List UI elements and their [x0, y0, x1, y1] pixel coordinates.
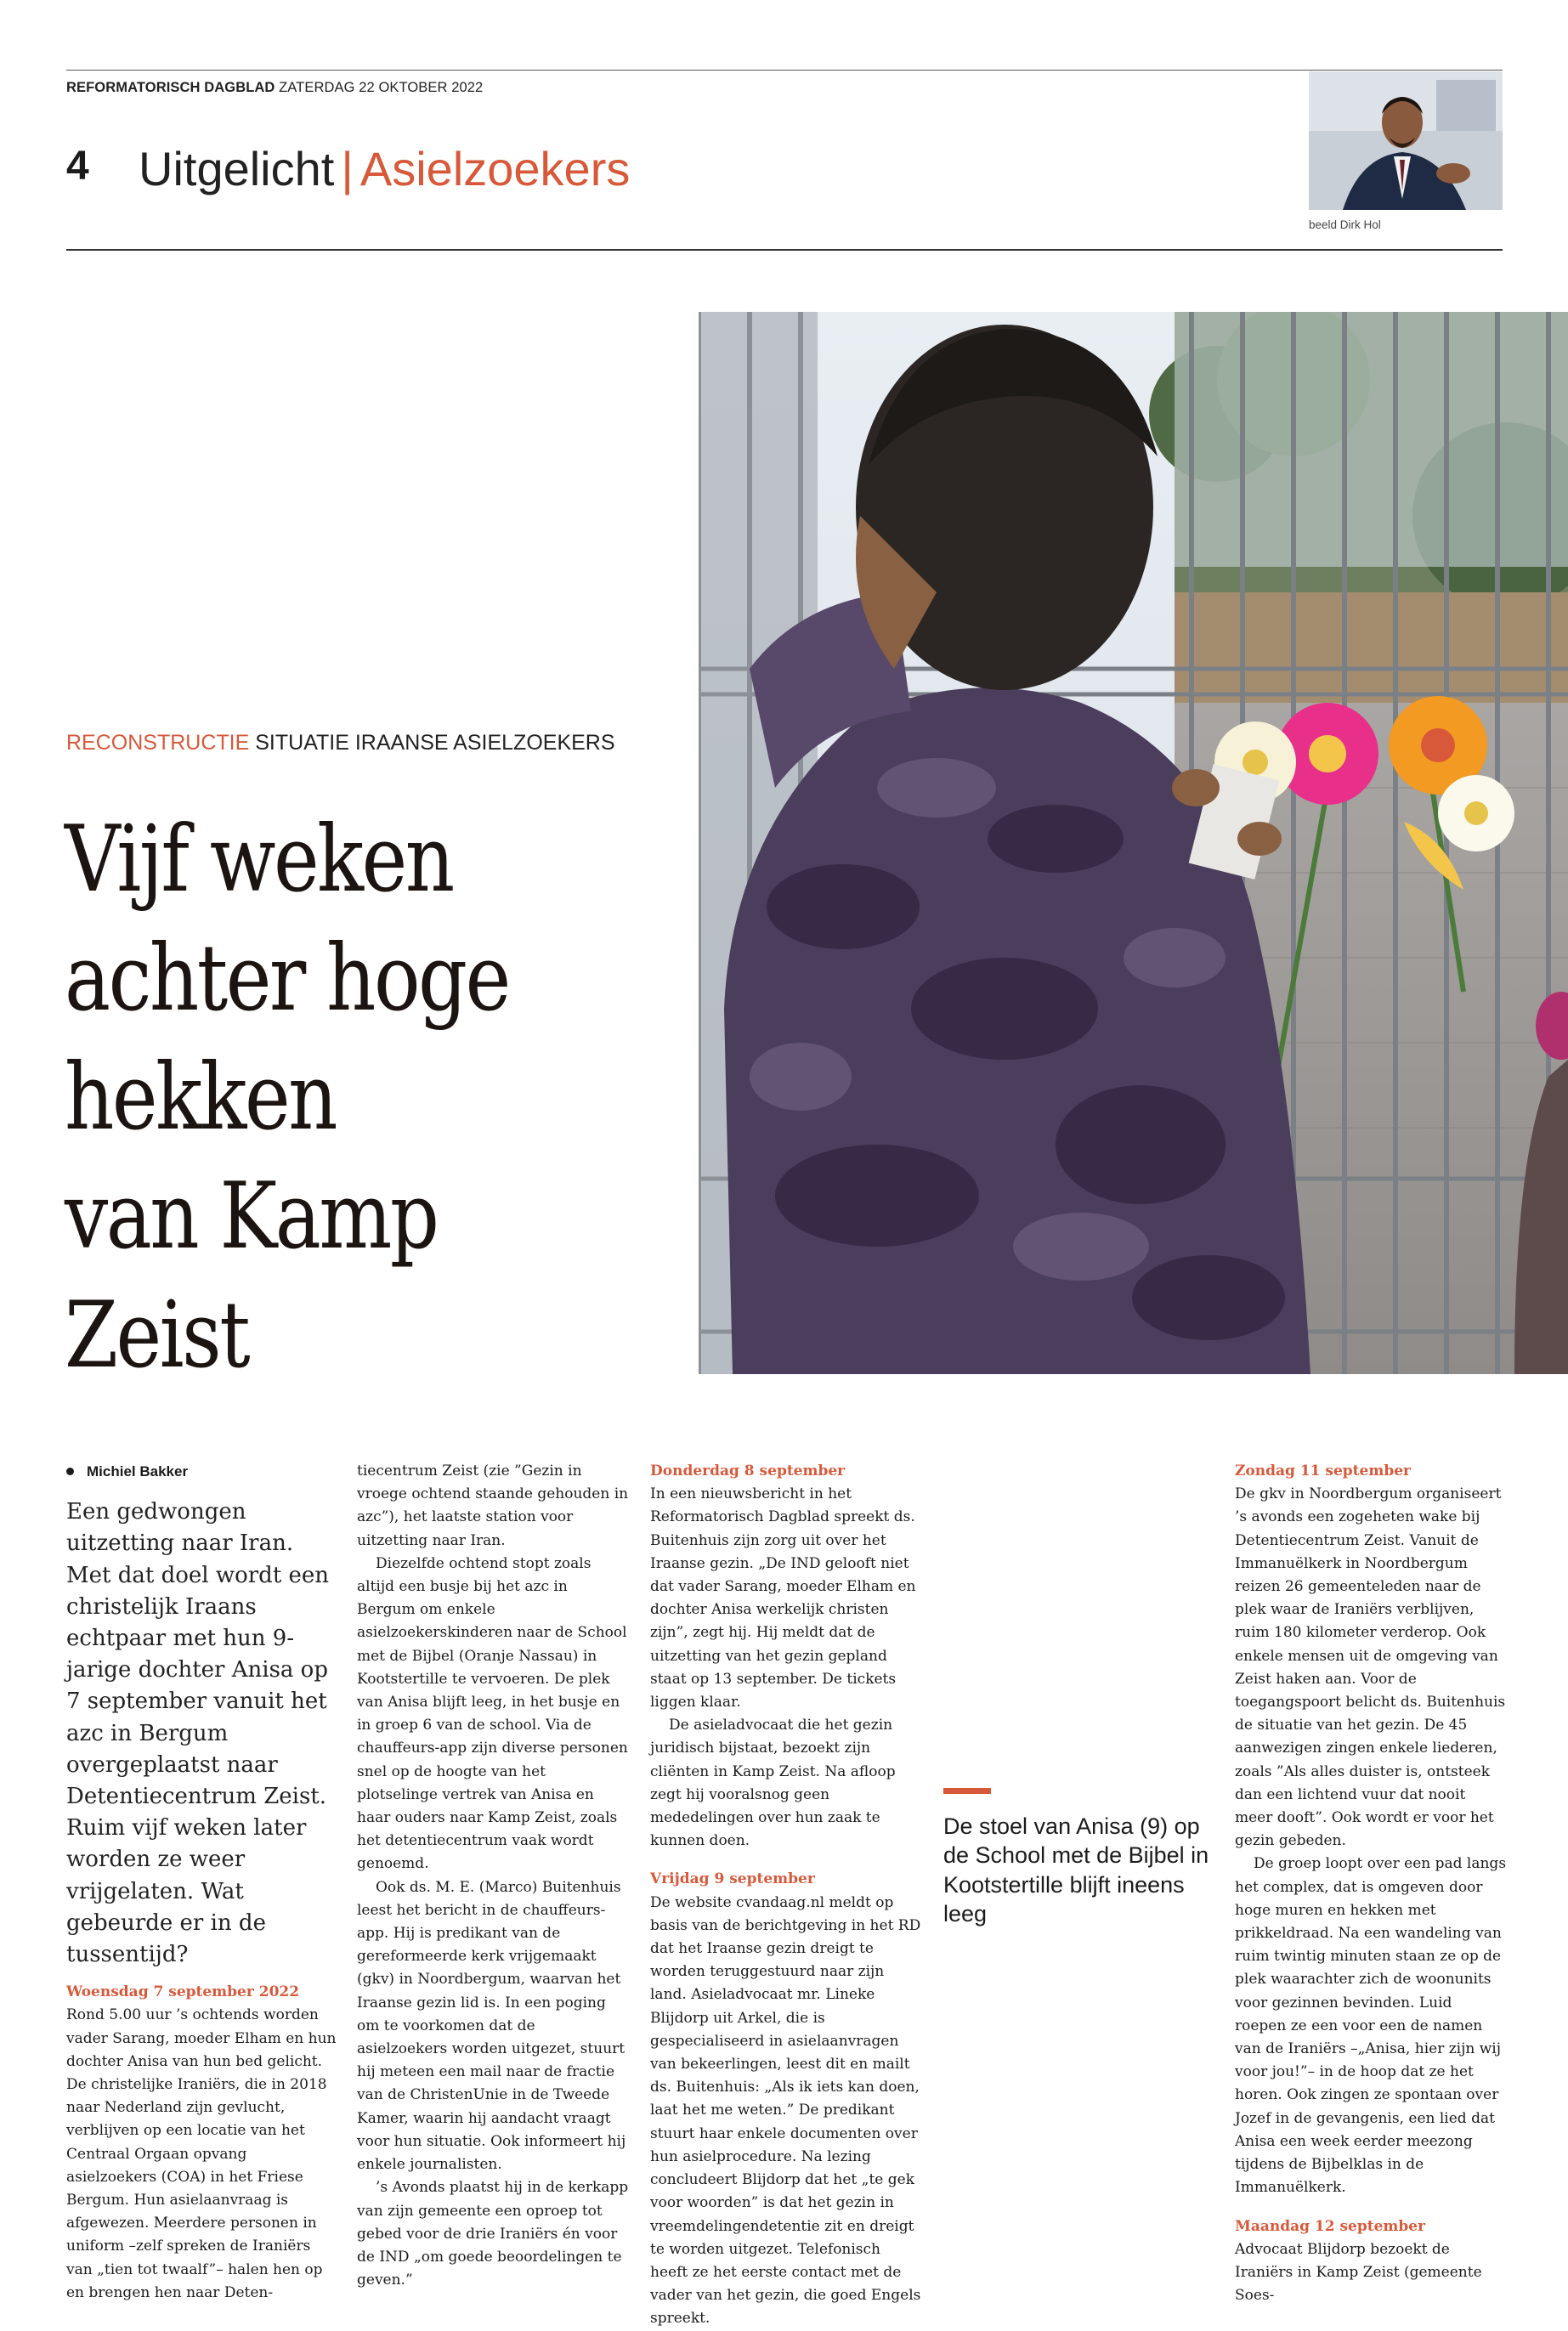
headline-line: van Kamp	[65, 1163, 438, 1270]
article-column-2	[357, 1460, 629, 2292]
headline-line: hekken	[65, 1044, 337, 1151]
body-paragraph: Rond 5.00 uur ’s ochtends worden vader Sarang, moeder Elham en hun dochter Anisa van hun bed gelicht. De christelijke Iraniërs, die in 2018 naar Nederland zijn gevlucht, verblijven op een locatie van het Centraal Orgaan opvang asielzoekers (COA) in het Friese Bergum. Hun asielaanvraag is afgewezen. Meerdere personen in uniform –zelf spreken de Iraniërs van „tien tot twaalf”– halen hen op en brengen hen naar Deten-	[66, 2006, 337, 2301]
headline-line: achter hoge	[65, 925, 509, 1032]
date-heading: Woensdag 7 september 2022	[66, 1983, 300, 2001]
masthead-rule-bottom	[66, 249, 1503, 251]
body-paragraph: De asieladvocaat die het gezin juridisch bijstaat, bezoekt zijn cliënten in Kamp Zeist. Na afloop zegt hij vooralsnog geen mededelingen over hun zaak te kunnen doen.	[650, 1717, 896, 1850]
article-headline	[65, 801, 579, 1395]
date-heading: Zondag 11 september	[1235, 1463, 1411, 1480]
portrait-photo	[1309, 71, 1503, 210]
body-paragraph: De gkv in Noordbergum organiseert ’s avonds een zogeheten wake bij Detentiecentrum Zeist. Vanuit de Immanuëlkerk in Noordbergum reizen 26 gemeenteleden naar de plek waar de Iraniërs verblijven, ruim 180 kilometer verderop. Ook enkele mensen uit de omgeving van Zeist haken aan. Voor de toegangspoort belicht ds. Buitenhuis de situatie van het gezin. De 45 aanwezigen zingen enkele liederen, zoals ”Als alles duister is, ontsteek dan een lichtend vuur dat nooit meer dooft”. Ook wordt er voor het gezin gebeden.	[1235, 1485, 1506, 1850]
main-photo-illustration	[699, 312, 1568, 1374]
headline-line: Vijf weken	[65, 806, 453, 913]
headline-line: Zeist	[65, 1282, 249, 1389]
main-photo	[699, 312, 1568, 1374]
body-paragraph: Diezelfde ochtend stopt zoals altijd een busje bij het azc in Bergum om enkele asielzoekerskinderen naar de School met de Bijbel (Oranje Nassau) in Kootstertille te vervoeren. De plek van Anisa blijft leeg, in het busje en in groep 6 van de school. Via de chauffeurs-app zijn diverse personen snel op de hoogte van het plotselinge vertrek van Anisa en haar ouders naar Kamp Zeist, zoals het detentiecentrum vaak wordt genoemd.	[357, 1554, 628, 1873]
date-heading: Vrijdag 9 september	[650, 1870, 815, 1888]
body-paragraph: ’s Avonds plaatst hij in de kerkapp van zijn gemeente een oproep tot gebed voor de drie Iraniërs én voor de IND „om goede beoordelingen te geven.”	[357, 2179, 629, 2289]
byline	[66, 1460, 338, 1483]
paragraph-gap	[650, 1853, 922, 1868]
pull-quote-bar	[943, 1788, 991, 1794]
article-kicker	[66, 731, 615, 755]
section-separator: |	[341, 142, 354, 195]
kicker-label: RECONSTRUCTIE	[66, 731, 250, 755]
article-lead: Een gedwongen uitzetting naar Iran. Met dat doel wordt een christelijk Iraans echtpaar met hun 9-jarige dochter Anisa op 7 september vanuit het azc in Bergum overgeplaatst naar Detentiecentrum Zeist. Ruim vijf weken later worden ze weer vrijgelaten. Wat gebeurde er in de tussentijd?	[66, 1499, 330, 1968]
article-column-4	[1235, 1460, 1507, 2307]
masthead-rule-top	[66, 70, 1503, 71]
section-main: Uitgelicht	[139, 142, 335, 195]
body-paragraph: De groep loopt over een pad langs het complex, dat is omgeven door hoge muren en hekken met prikkeldraad. Na een wandeling van ruim twintig minuten staan ze op de plek waarachter zich de woonunits voor gezinnen bevinden. Luid roepen ze een voor een de namen van de Iraniërs –„Anisa, hier zijn wij voor jou!”– in de hoop dat ze het horen. Ook zingen ze spontaan over Jozef in de gevangenis, een lied dat Anisa een week eerder meezong tijdens de Bijbelklas in de Immanuëlkerk.	[1235, 1855, 1507, 2197]
body-paragraph: Ook ds. M. E. (Marco) Buitenhuis leest het bericht in de chauffeurs-app. Hij is predikant van de gereformeerde kerk vrijgemaakt (gkv) in Noordbergum, waarvan het Iraanse gezin lid is. In een poging om te voorkomen dat de asielzoekers worden uitgezet, stuurt hij meteen een mail naar de fractie van de ChristenUnie in de Tweede Kamer, waarin hij aandacht vraagt voor hun situatie. Ook informeert hij enkele journalisten.	[357, 1878, 626, 2174]
paragraph-gap	[1235, 2200, 1507, 2215]
byline-author: Michiel Bakker	[87, 1463, 189, 1480]
masthead-date: ZATERDAG 22 OKTOBER 2022	[279, 80, 484, 95]
section-sub: Asielzoekers	[359, 142, 631, 195]
kicker-topic: SITUATIE IRAANSE ASIELZOEKERS	[255, 731, 615, 755]
photo-credit: beeld Dirk Hol	[1309, 218, 1381, 231]
body-paragraph: Advocaat Blijdorp bezoekt de Iraniërs in Kamp Zeist (gemeente Soes-	[1235, 2240, 1482, 2305]
body-paragraph: In een nieuwsbericht in het Reformatorisch Dagblad spreekt ds. Buitenhuis zijn zorg uit over het Iraanse gezin. „De IND gelooft niet dat vader Sarang, moeder Elham en dochter Anisa werkelijk christen zijn”, zegt hij. Hij meldt dat de uitzetting van het gezin gepland staat op 13 september. De tickets liggen klaar.	[650, 1485, 916, 1711]
body-paragraph: De website cvandaag.nl meldt op basis van de berichtgeving in het RD dat het Iraanse gezin dreigt te worden teruggestuurd naar zijn land. Asieladvocaat mr. Lineke Blijdorp uit Arkel, die is gespecialiseerd in asielaanvragen van bekeerlingen, leest dit en mailt ds. Buitenhuis: „Als ik iets kan doen, laat het me weten.” De predikant stuurt haar enkele documenten over hun asielprocedure. Na lezing concludeert Blijdorp dat het „te gek voor woorden” is dat het gezin in vreemdelingendetentie zit en dreigt te worden uitgezet. Telefonisch heeft ze het eerste contact met de vader van het gezin, die goed Engels spreekt.	[650, 1893, 921, 2328]
masthead-name: REFORMATORISCH DAGBLAD	[66, 80, 275, 95]
article-column-1	[66, 1460, 338, 2305]
date-heading: Maandag 12 september	[1235, 2217, 1426, 2235]
masthead	[66, 80, 483, 96]
portrait-illustration	[1309, 71, 1503, 210]
bullet-icon	[66, 1468, 74, 1475]
page-number: 4	[66, 144, 89, 189]
pull-quote: De stoel van Anisa (9) op de School met de Bijbel in Kootstertille blijft ineens leeg	[943, 1813, 1209, 1926]
body-paragraph: tiecentrum Zeist (zie ”Gezin in vroege ochtend staande gehouden in azc”), het laatste station voor uitzetting naar Iran.	[357, 1463, 629, 1549]
article-column-3	[650, 1460, 922, 2331]
section-title	[139, 141, 630, 196]
date-heading: Donderdag 8 september	[650, 1463, 846, 1480]
